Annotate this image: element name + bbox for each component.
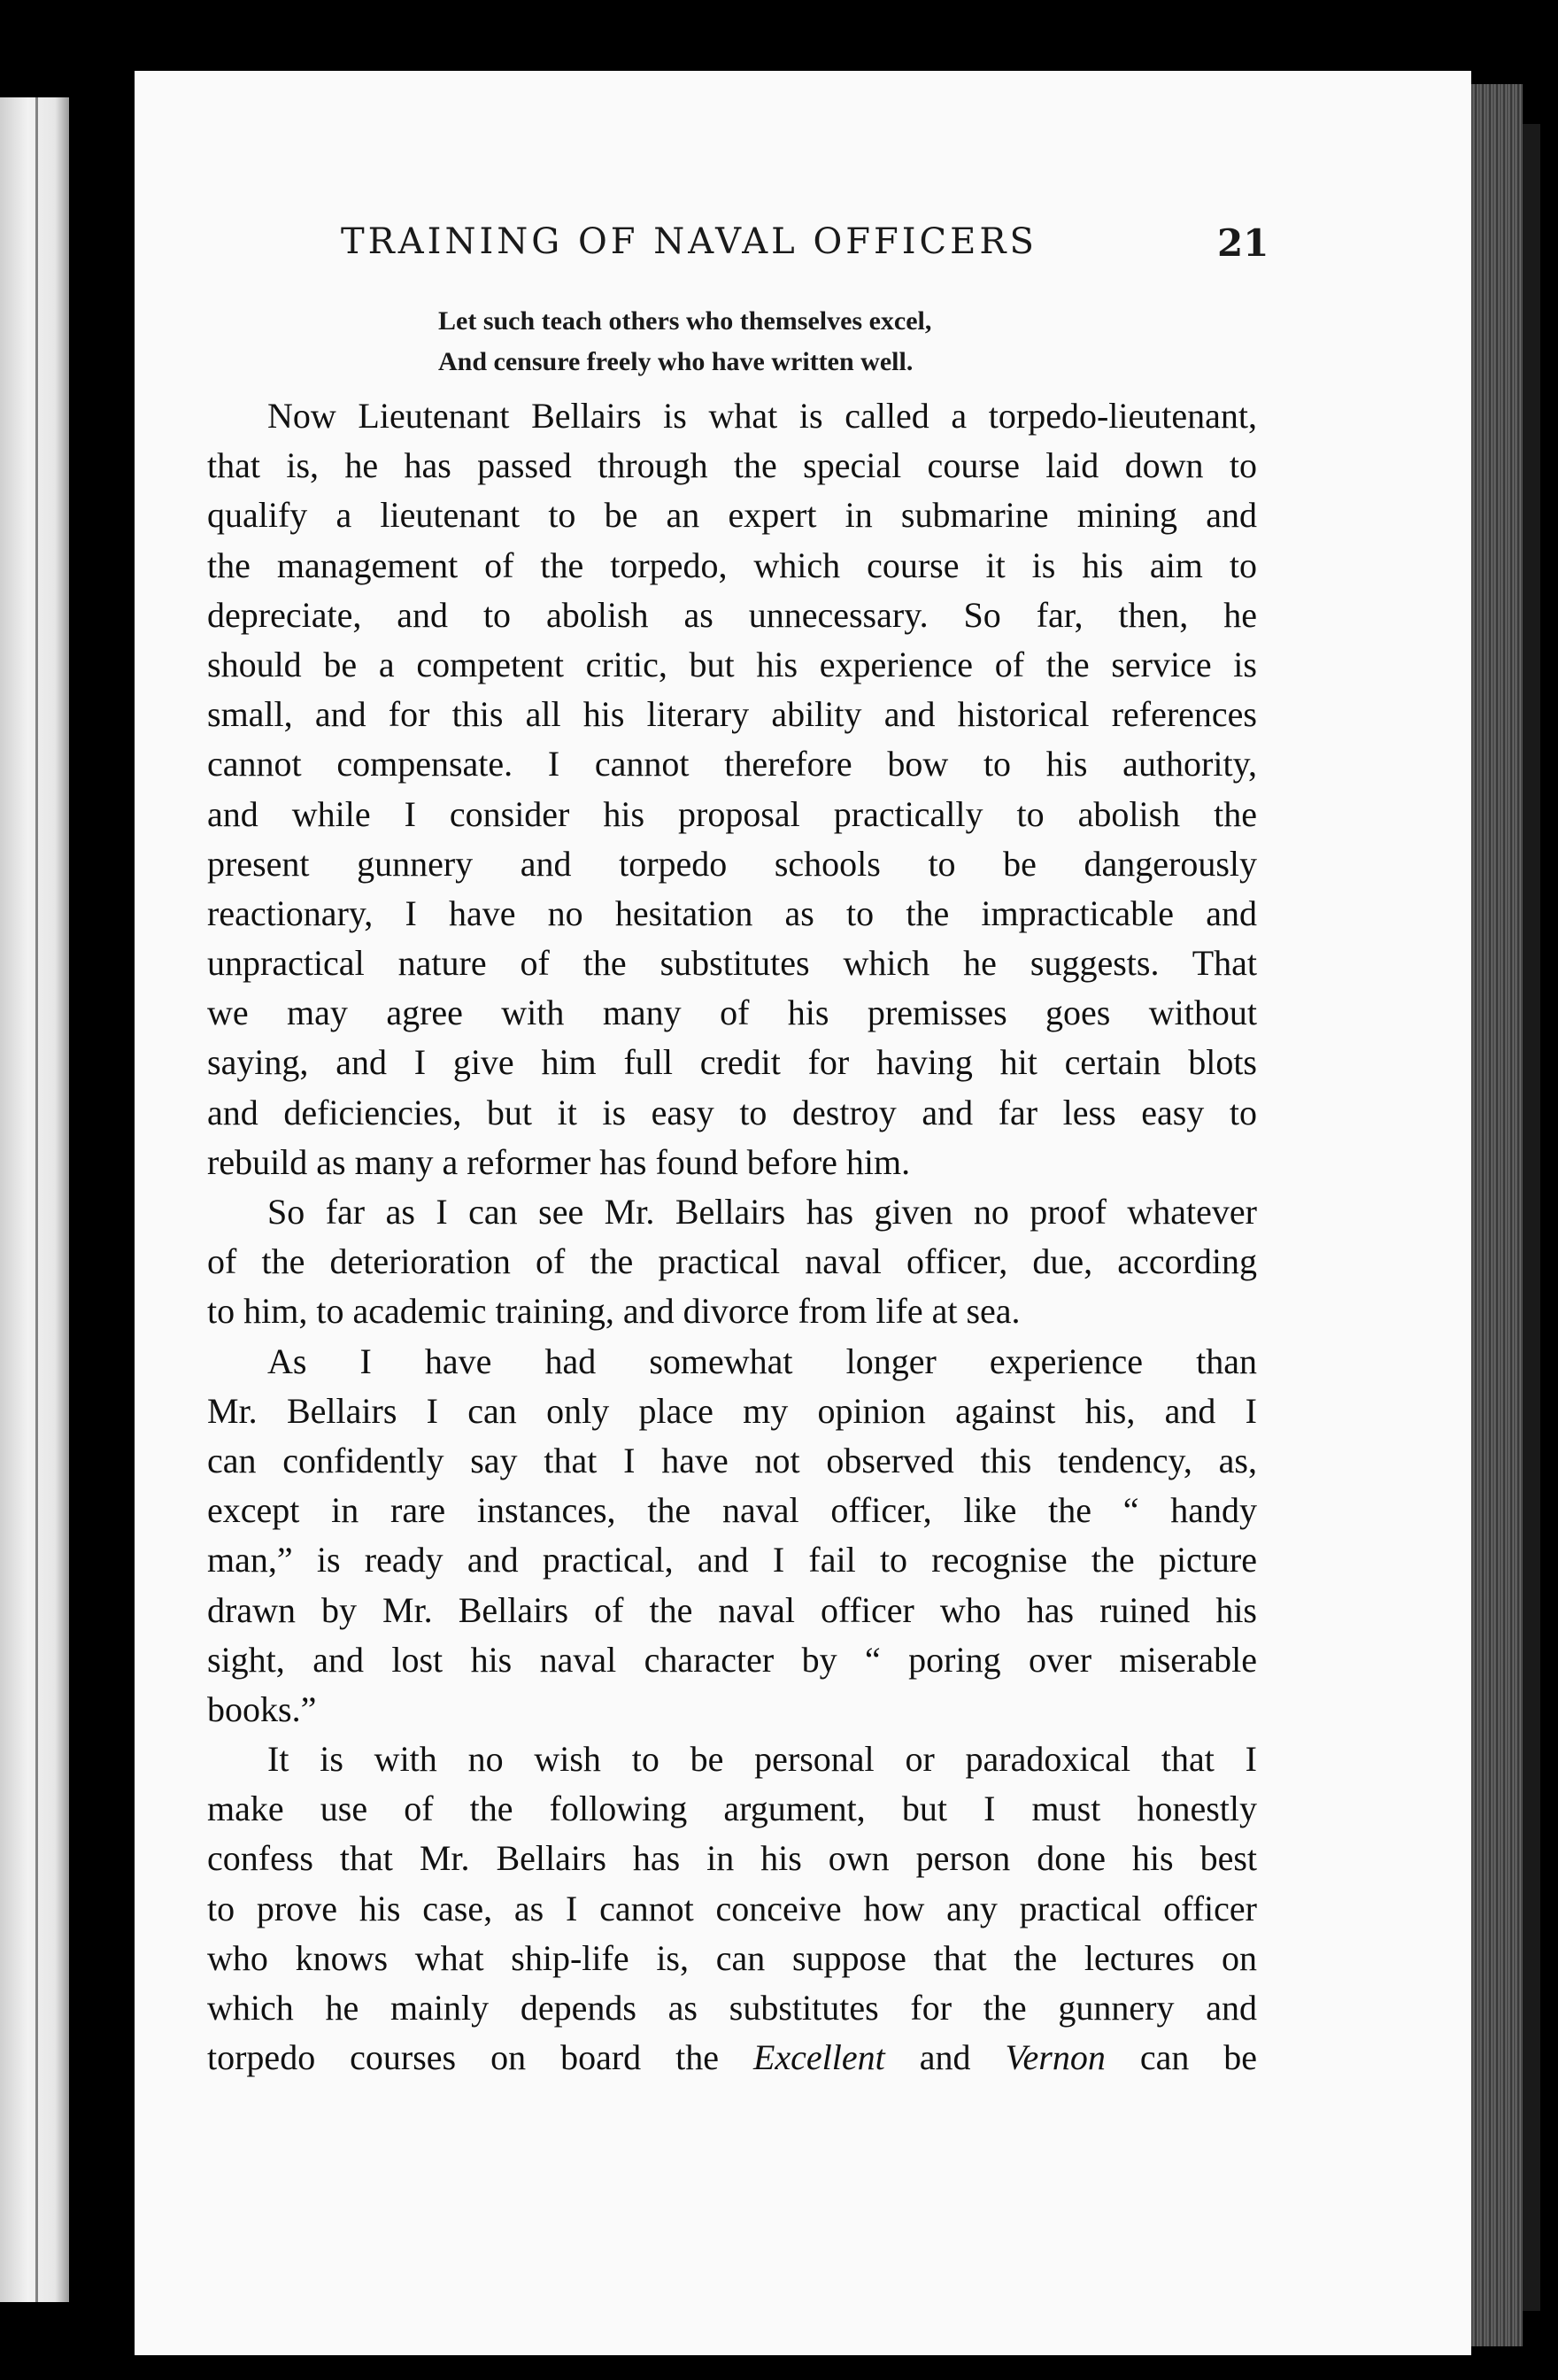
epigraph [438, 301, 931, 382]
text-line: who knows what ship-life is, can suppose that the lectures on [207, 1937, 1257, 1978]
text-line: and while I consider his proposal practically to abolish the [207, 793, 1257, 834]
gutter-shadow [35, 97, 38, 2302]
ship-name: Vernon [1005, 2037, 1106, 2078]
text-line: should be a competent critic, but his experience of the service is [207, 644, 1257, 684]
book-fore-edge [1471, 84, 1523, 2346]
paragraph [207, 1187, 1257, 1337]
paragraph [207, 391, 1257, 1187]
text-fragment: can be [1139, 2037, 1258, 2078]
epigraph-line: Let such teach others who themselves excel, [438, 306, 932, 336]
text-line: qualify a lieutenant to be an expert in submarine mining and [207, 495, 1257, 536]
text-line: reactionary, I have no hesitation as to the impracticable and [207, 892, 1257, 933]
paragraph [207, 1337, 1257, 1735]
text-line: and deficiencies, but it is easy to destroy and far less easy to [207, 1092, 1257, 1132]
text-line: of the deterioration of the practical naval officer, due, according [207, 1241, 1257, 1282]
text-line: As I have had somewhat longer experience than [267, 1341, 1257, 1381]
text-line: books.” [207, 1688, 317, 1729]
text-line: that is, he has passed through the special course laid down to [207, 445, 1257, 486]
text-line: present gunnery and torpedo schools to be dangerously [207, 843, 1257, 884]
body-text [207, 391, 1257, 2082]
text-line: rebuild as many a reformer has found before him. [207, 1141, 911, 1182]
text-line: confess that Mr. Bellairs has in his own person done his best [207, 1838, 1257, 1879]
ship-name: Excellent [752, 2037, 885, 2078]
text-line: to prove his case, as I cannot conceive how any practical officer [207, 1888, 1257, 1928]
text-line-final [207, 2033, 1257, 2082]
text-line: cannot compensate. I cannot therefore bow to his authority, [207, 744, 1257, 784]
text-line: It is with no wish to be personal or paradoxical that I [267, 1739, 1257, 1780]
text-line: unpractical nature of the substitutes which he suggests. That [207, 943, 1257, 984]
text-fragment: torpedo courses on board the [207, 2037, 719, 2078]
text-line: we may agree with many of his premisses goes without [207, 993, 1257, 1033]
text-line: Now Lieutenant Bellairs is what is called a torpedo-lieutenant, [267, 396, 1257, 436]
text-line: which he mainly depends as substitutes for the gunnery and [207, 1988, 1257, 2028]
text-line: small, and for this all his literary ability and historical references [207, 694, 1257, 735]
text-line: Mr. Bellairs I can only place my opinion against his, and I [207, 1390, 1257, 1431]
text-line: except in rare instances, the naval officer, like the “ handy [207, 1490, 1257, 1531]
text-line: to him, to academic training, and divorce from life at sea. [207, 1291, 1021, 1332]
previous-page-edge [0, 97, 69, 2302]
paragraph [207, 1735, 1257, 2082]
text-line: sight, and lost his naval character by “ poring over miserable [207, 1639, 1257, 1680]
text-line: drawn by Mr. Bellairs of the naval officer who has ruined his [207, 1589, 1257, 1630]
text-line: can confidently say that I have not observed this tendency, as, [207, 1440, 1257, 1480]
page-number: 21 [1217, 221, 1269, 265]
text-line: saying, and I give him full credit for having hit certain blots [207, 1042, 1257, 1083]
running-header: TRAINING OF NAVAL OFFICERS [341, 221, 1037, 262]
text-line: So far as I can see Mr. Bellairs has given no proof whatever [267, 1192, 1257, 1232]
text-line: depreciate, and to abolish as unnecessary. So far, then, he [207, 594, 1257, 635]
epigraph-line: And censure freely who have written well. [438, 347, 914, 376]
text-line: man,” is ready and practical, and I fail to recognise the picture [207, 1540, 1257, 1580]
text-line: the management of the torpedo, which course it is his aim to [207, 545, 1257, 585]
text-line: make use of the following argument, but I must honestly [207, 1789, 1257, 1829]
book-cover-edge [1523, 124, 1540, 2311]
text-fragment: and [919, 2037, 971, 2078]
